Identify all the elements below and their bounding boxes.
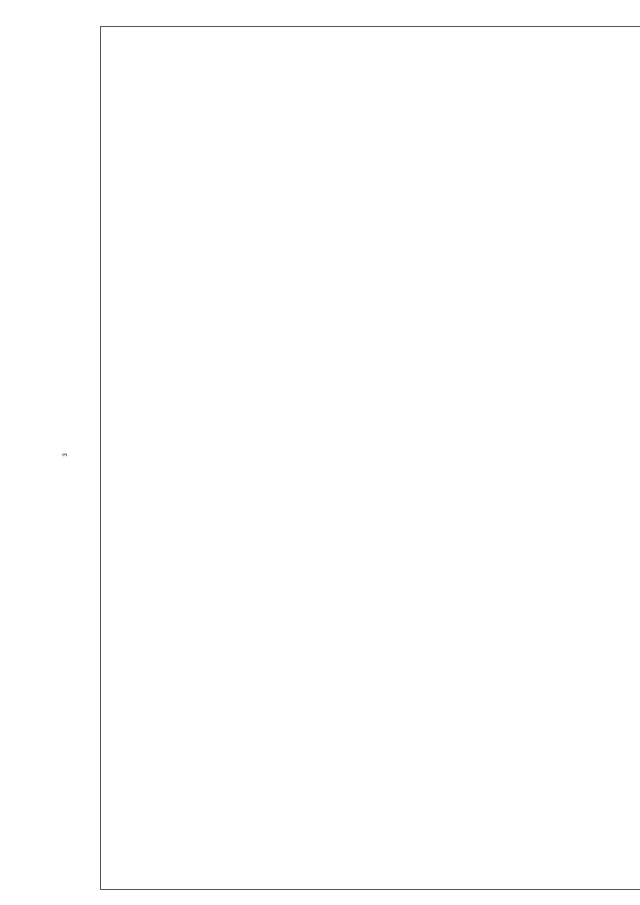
program-table-sheet [100, 26, 640, 890]
page-number: 3 [63, 453, 69, 457]
rotated-table-container [0, 27, 103, 887]
